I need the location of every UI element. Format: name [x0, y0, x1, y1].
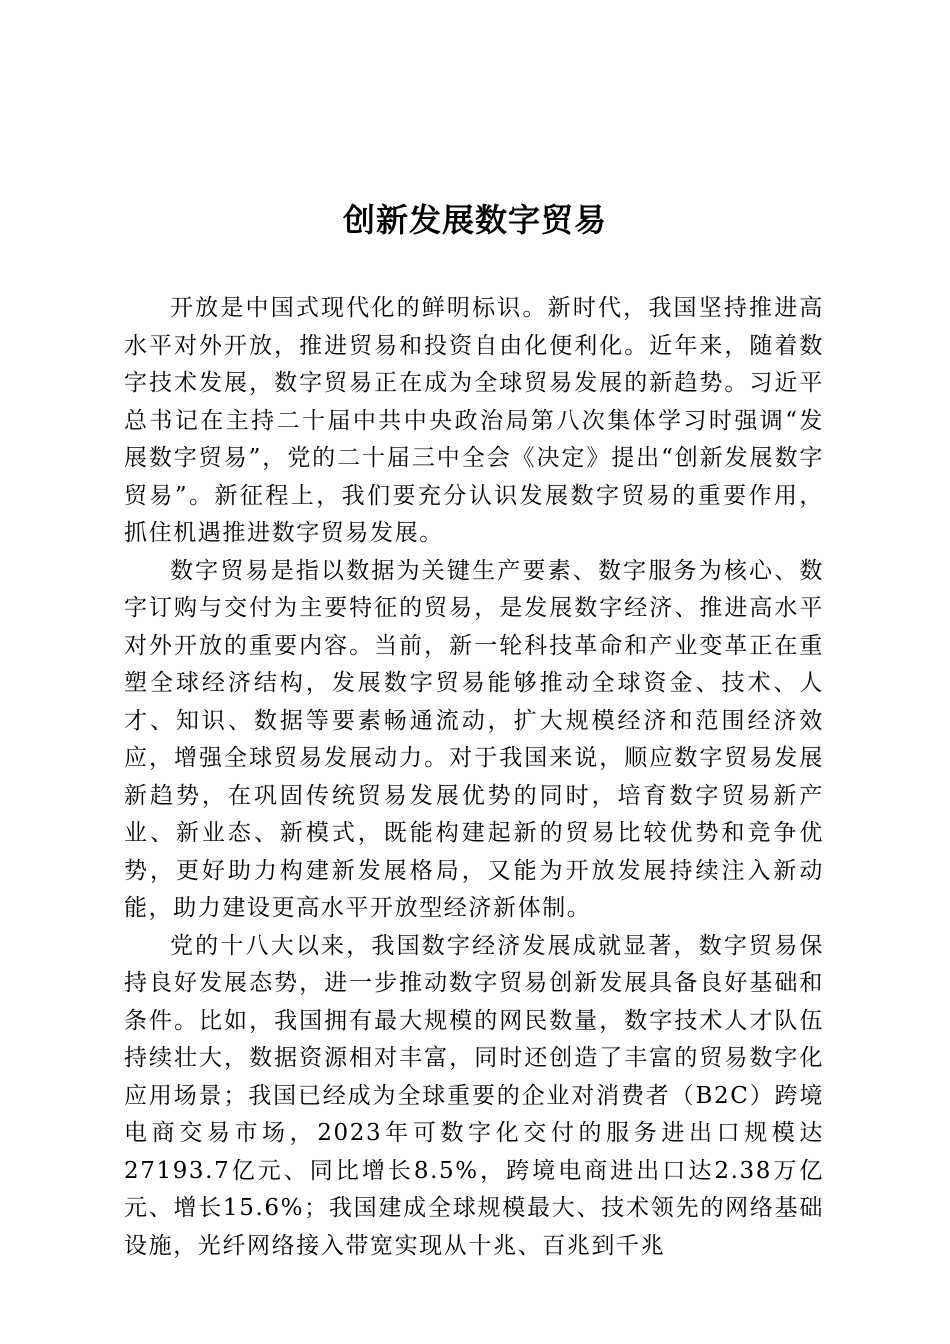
document-title: 创新发展数字贸易: [342, 201, 607, 239]
paragraph-1: 开放是中国式现代化的鲜明标识。新时代，我国坚持推进高水平对外开放，推进贸易和投资自由化便利化。近年来，随着数字技术发展，数字贸易正在成为全球贸易发展的新趋势。习近平总书记在主持二十届中共中央政治局第八次集体学习时强调“发展数字贸易”，党的二十届三中全会《决定》提出“创新发展数字贸易”。新征程上，我们要充分认识发展数字贸易的重要作用，抓住机遇推进数字贸易发展。: [124, 295, 824, 546]
document-body: [124, 290, 824, 1265]
paragraph-3: 党的十八大以来，我国数字经济发展成就显著，数字贸易保持良好发展态势，进一步推动数字贸易创新发展具备良好基础和条件。比如，我国拥有最大规模的网民数量，数字技术人才队伍持续壮大，数据资源相对丰富，同时还创造了丰富的贸易数字化应用场景；我国已经成为全球重要的企业对消费者（B2C）跨境电商交易市场，2023年可数字化交付的服务进出口规模达27193.7亿元、同比增长8.5%，跨境电商进出口达2.38万亿元、增长15.6%；我国建成全球规模最大、技术领先的网络基础设施，光纤网络接入带宽实现从十兆、百兆到千兆: [124, 932, 824, 1259]
paragraph-2: 数字贸易是指以数据为关键生产要素、数字服务为核心、数字订购与交付为主要特征的贸易，是发展数字经济、推进高水平对外开放的重要内容。当前，新一轮科技革命和产业变革正在重塑全球经济结构，发展数字贸易能够推动全球资金、技术、人才、知识、数据等要素畅通流动，扩大规模经济和范围经济效应，增强全球贸易发展动力。对于我国来说，顺应数字贸易发展新趋势，在巩固传统贸易发展优势的同时，培育数字贸易新产业、新业态、新模式，既能构建起新的贸易比较优势和竞争优势，更好助力构建新发展格局，又能为开放发展持续注入新动能，助力建设更高水平开放型经济新体制。: [124, 557, 824, 921]
